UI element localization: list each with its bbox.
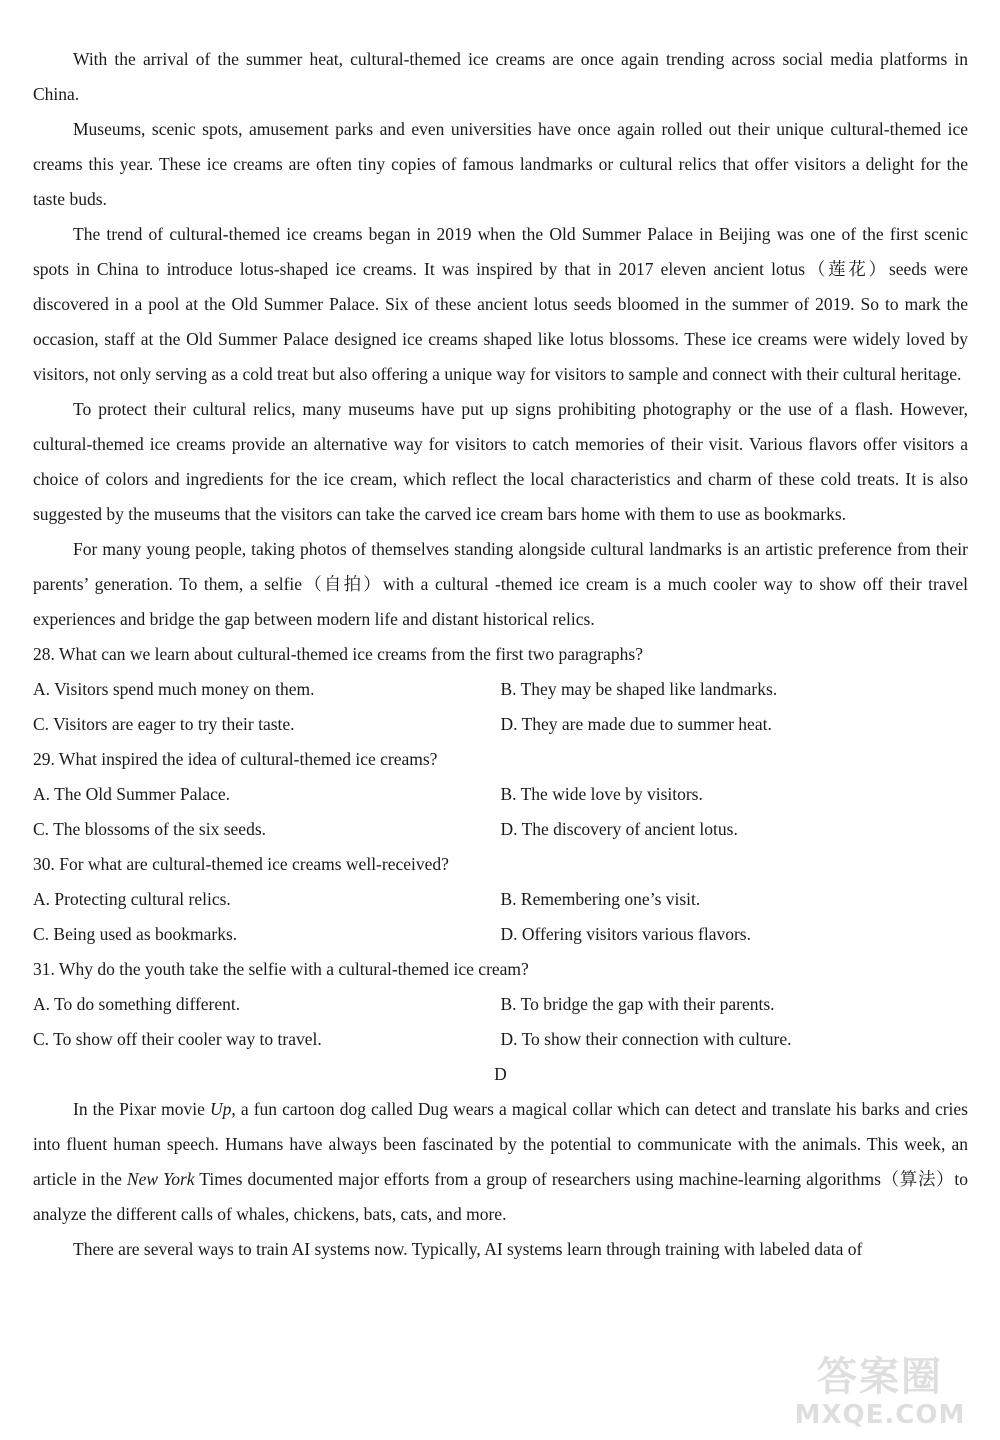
question-31-option-a: A. To do something different. (33, 994, 241, 1014)
question-30-options-row-1 (33, 882, 968, 917)
question-31-stem: 31. Why do the youth take the selfie with a cultural-themed ice cream? (33, 959, 529, 979)
question-28-option-b: B. They may be shaped like landmarks. (500, 679, 778, 699)
question-30-option-a: A. Protecting cultural relics. (33, 889, 231, 909)
question-30-options-row-2 (33, 917, 968, 952)
question-31-option-b: B. To bridge the gap with their parents. (500, 994, 775, 1014)
question-30-option-b: B. Remembering one’s visit. (500, 889, 701, 909)
passage-d-p1-mid: , a fun cartoon dog called Dug wears a magical collar which can detect and translate his barks and cries into fluent human speech. Humans have always been fascinated by the potential to communicate with the animals. This week, an article in the (33, 1099, 968, 1189)
question-29-options-row-1 (33, 777, 968, 812)
exam-page (33, 42, 968, 1267)
passage-c-paragraph-4: To protect their cultural relics, many museums have put up signs prohibiting photography or the use of a flash. However, cultural-themed ice creams provide an alternative way for visitors to catch memories of their visit. Various flavors offer visitors a choice of colors and ingredients for the ice cream, which reflect the local characteristics and charm of these cold treats. It is also suggested by the museums that the visitors can take the carved ice cream bars home with them to use as bookmarks. (33, 399, 968, 524)
question-28-options-row-1 (33, 672, 968, 707)
question-28-option-a: A. Visitors spend much money on them. (33, 679, 315, 699)
passage-d-paragraph-2: There are several ways to train AI systems now. Typically, AI systems learn through training with labeled data of (73, 1239, 863, 1259)
question-31-options-row-2 (33, 1022, 968, 1057)
question-29-option-a: A. The Old Summer Palace. (33, 784, 230, 804)
question-29-option-b: B. The wide love by visitors. (500, 784, 703, 804)
question-30-option-d: D. Offering visitors various flavors. (500, 924, 751, 944)
passage-c-paragraph-5: For many young people, taking photos of themselves standing alongside cultural landmarks is an artistic preference from their parents’ generation. To them, a selfie（自拍）with a cultural -themed ice cream is a much cooler way to show off their travel experiences and bridge the gap between modern life and distant historical relics. (33, 539, 968, 629)
question-31-options-row-1 (33, 987, 968, 1022)
passage-d-p1-post: Times documented major efforts from a group of researchers using machine-learning algorithms（算法）to analyze the different calls of whales, chickens, bats, cats, and more. (33, 1169, 968, 1224)
question-29-stem: 29. What inspired the idea of cultural-themed ice creams? (33, 749, 438, 769)
movie-title: Up (210, 1099, 232, 1119)
passage-d-paragraph-1 (33, 1092, 968, 1232)
passage-c-paragraph-2: Museums, scenic spots, amusement parks and even universities have once again rolled out their unique cultural-themed ice creams this year. These ice creams are often tiny copies of famous landmarks or cultural relics that offer visitors a delight for the taste buds. (33, 119, 968, 209)
watermark-top-text: 答案圈 (817, 1354, 943, 1400)
question-29-option-d: D. The discovery of ancient lotus. (500, 819, 738, 839)
question-28-option-d: D. They are made due to summer heat. (500, 714, 772, 734)
question-28-options-row-2 (33, 707, 968, 742)
question-30-option-c: C. Being used as bookmarks. (33, 924, 238, 944)
passage-c-paragraph-1: With the arrival of the summer heat, cultural-themed ice creams are once again trending across social media platforms in China. (33, 49, 968, 104)
question-31-option-d: D. To show their connection with culture. (500, 1029, 792, 1049)
question-31-option-c: C. To show off their cooler way to travel. (33, 1029, 322, 1049)
watermark-logo (780, 1354, 980, 1434)
question-29-option-c: C. The blossoms of the six seeds. (33, 819, 267, 839)
passage-d-p1-pre: In the Pixar movie (73, 1099, 210, 1119)
question-30-stem: 30. For what are cultural-themed ice creams well-received? (33, 854, 449, 874)
passage-c-paragraph-3: The trend of cultural-themed ice creams began in 2019 when the Old Summer Palace in Beijing was one of the first scenic spots in China to introduce lotus-shaped ice creams. It was inspired by that in 2017 eleven ancient lotus（莲花）seeds were discovered in a pool at the Old Summer Palace. Six of these ancient lotus seeds bloomed in the summer of 2019. So to mark the occasion, staff at the Old Summer Palace designed ice creams shaped like lotus blossoms. These ice creams were widely loved by visitors, not only serving as a cold treat but also offering a unique way for visitors to sample and connect with their cultural heritage. (33, 224, 968, 384)
section-d-heading: D (494, 1064, 507, 1084)
question-28-stem: 28. What can we learn about cultural-themed ice creams from the first two paragraphs? (33, 644, 643, 664)
question-28-option-c: C. Visitors are eager to try their taste. (33, 714, 295, 734)
watermark-bottom-text: MXQE.COM (794, 1400, 966, 1430)
question-29-options-row-2 (33, 812, 968, 847)
newspaper-title: New York (126, 1169, 195, 1189)
